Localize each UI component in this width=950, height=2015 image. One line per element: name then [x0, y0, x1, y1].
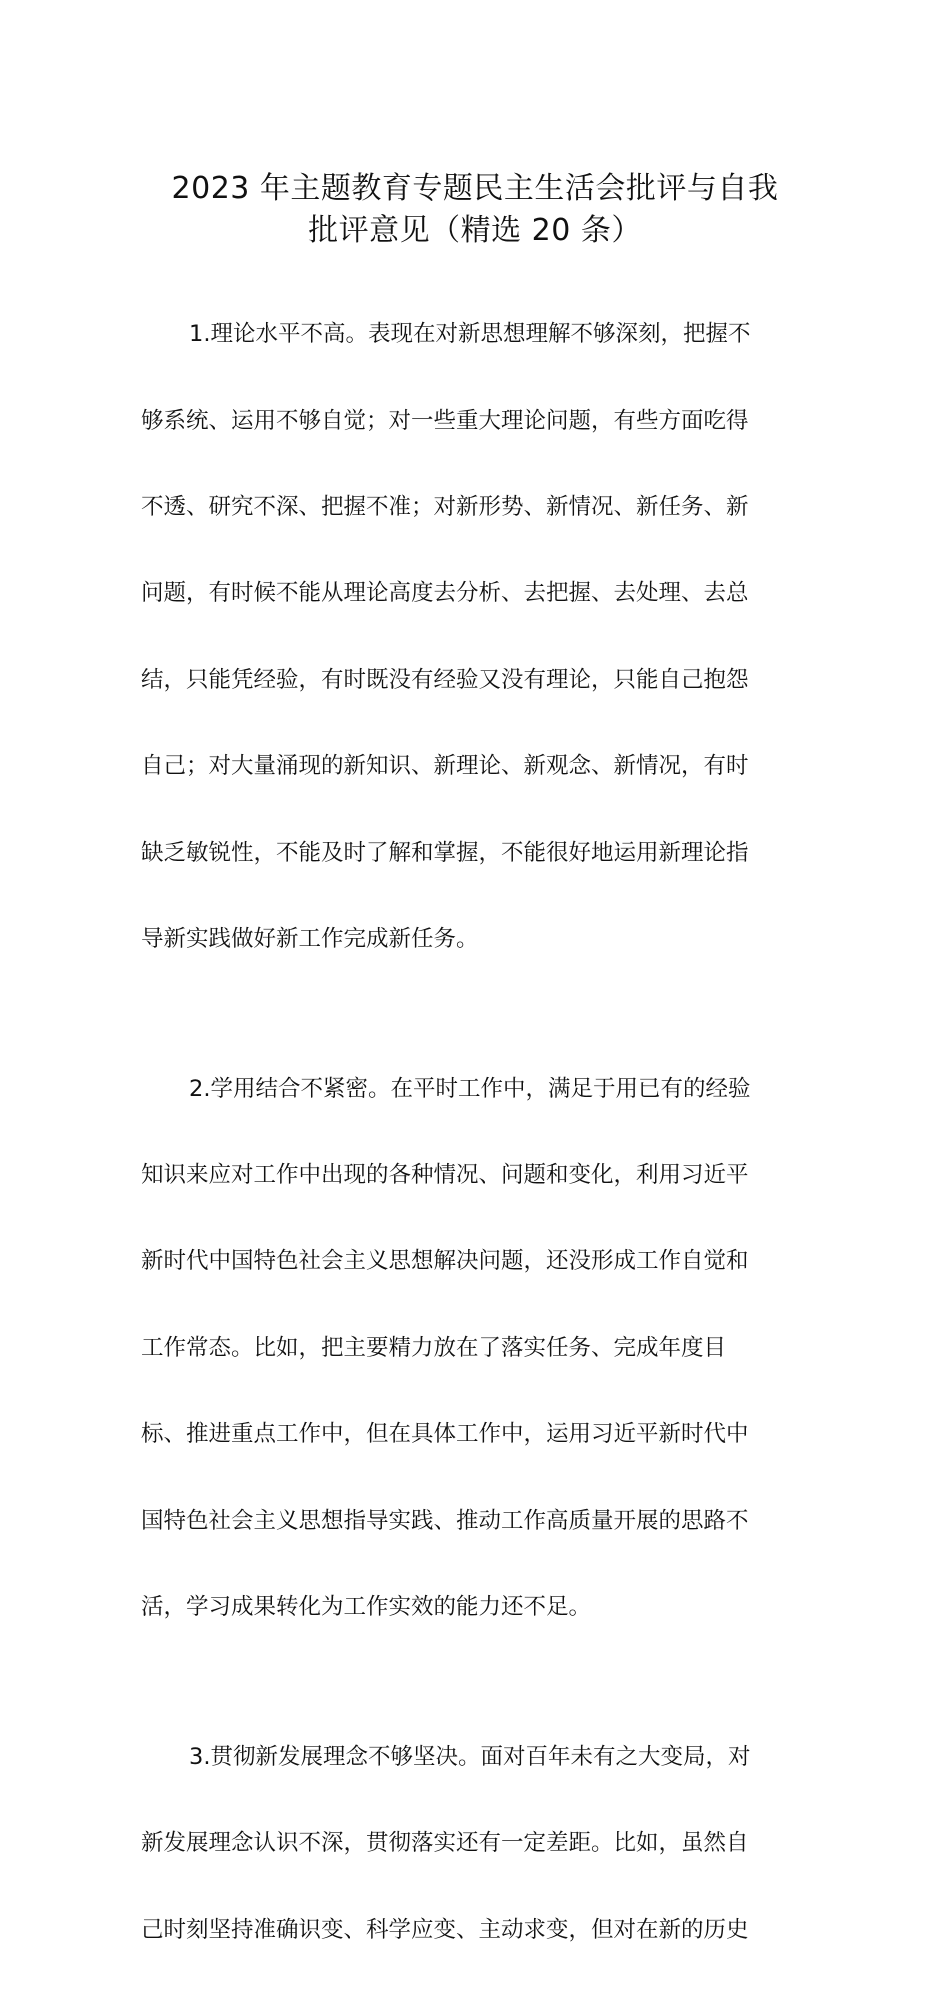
paragraph-line: 够系统、运用不够自觉；对一些重大理论问题，有些方面吃得: [141, 407, 749, 434]
paragraph-2: [141, 1024, 813, 1672]
paragraph-line: 标、推进重点工作中，但在具体工作中，运用习近平新时代中: [141, 1421, 749, 1448]
paragraph-line: 新发展理念认识不深，贯彻落实还有一定差距。比如，虽然自: [141, 1830, 749, 1857]
paragraph-line: 问题，有时候不能从理论高度去分析、去把握、去处理、去总: [141, 580, 749, 607]
paragraph-line: 工作常态。比如，把主要精力放在了落实任务、完成年度目: [141, 1334, 727, 1361]
title-line-1: 2023 年主题教育专题民主生活会批评与自我: [171, 171, 779, 206]
paragraph-line: 1.理论水平不高。表现在对新思想理解不够深刻，把握不: [189, 321, 751, 348]
document-body: [141, 270, 813, 2015]
paragraph-line: 新时代中国特色社会主义思想解决问题，还没形成工作自觉和: [141, 1248, 749, 1275]
paragraph-line: 知识来应对工作中出现的各种情况、问题和变化，利用习近平: [141, 1162, 749, 1189]
paragraph-line: 导新实践做好新工作完成新任务。: [141, 926, 479, 953]
paragraph-1: [141, 270, 813, 1004]
title-line-2: 批评意见（精选 20 条）: [308, 213, 642, 248]
paragraph-line: 己时刻坚持准确识变、科学应变、主动求变，但对在新的历史: [141, 1916, 749, 1943]
paragraph-line: 结，只能凭经验，有时既没有经验又没有理论，只能自己抱怨: [141, 666, 749, 693]
document-title: [140, 168, 810, 252]
paragraph-3: [141, 1693, 813, 1995]
paragraph-line: 活，学习成果转化为工作实效的能力还不足。: [141, 1594, 592, 1621]
paragraph-line: 3.贯彻新发展理念不够坚决。面对百年未有之大变局，对: [189, 1743, 751, 1770]
paragraph-line: 不透、研究不深、把握不准；对新形势、新情况、新任务、新: [141, 494, 749, 521]
paragraph-line: 国特色社会主义思想指导实践、推动工作高质量开展的思路不: [141, 1507, 749, 1534]
paragraph-line: 自己；对大量涌现的新知识、新理论、新观念、新情况，有时: [141, 753, 749, 780]
paragraph-line: 缺乏敏锐性，不能及时了解和掌握，不能很好地运用新理论指: [141, 839, 749, 866]
paragraph-line: 2.学用结合不紧密。在平时工作中，满足于用已有的经验: [189, 1075, 751, 1102]
